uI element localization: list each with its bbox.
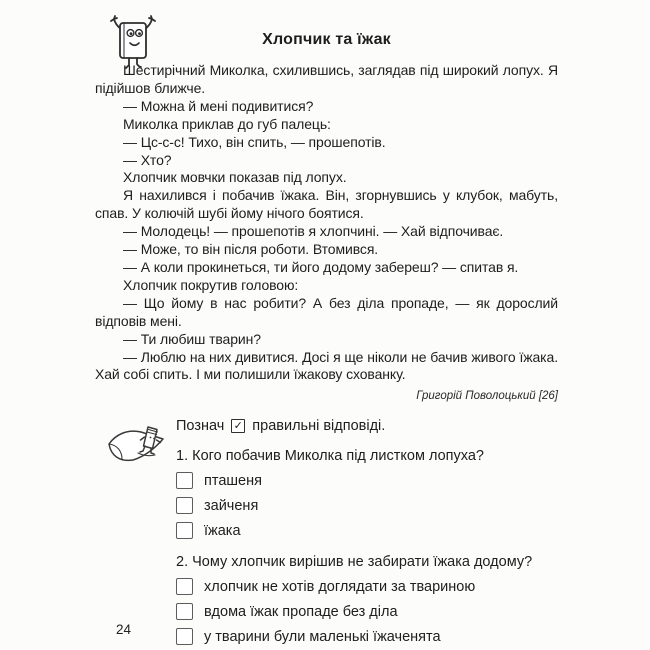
answer-option (176, 522, 572, 539)
story-paragraph: — Хто? (123, 151, 172, 168)
task-section (0, 418, 650, 645)
checkbox[interactable] (176, 472, 193, 489)
pencil-mascot-icon (106, 420, 174, 470)
story-paragraph: Шестирічний Миколка, схилившись, заглядав під широкий лопух. Я підійшов ближче. (95, 62, 558, 96)
option-label: зайченя (204, 497, 259, 514)
story-paragraph: — Ти любиш тварин? (123, 330, 261, 347)
story-paragraph: Я нахилився і побачив їжака. Він, згорнувшись у клубок, мабуть, спав. У колючій шубі йому нічого боятися. (95, 187, 558, 222)
answer-option (176, 578, 572, 595)
checkbox[interactable] (176, 578, 193, 595)
story-paragraph: Хлопчик покрутив головою: (123, 276, 299, 293)
checkbox[interactable] (176, 497, 193, 514)
story-paragraph: — Молодець! — прошепотів я хлопчині. — Хай відпочиває. (123, 223, 504, 240)
question-1-label: 1. Кого побачив Миколка під листком лопуха? (176, 448, 484, 465)
checked-checkbox-icon (231, 419, 245, 433)
story-paragraph: — Цс-с-с! Тихо, він спить, — прошепотів. (123, 133, 386, 150)
story-paragraph: Хлопчик мовчки показав під лопух. (123, 169, 347, 186)
story-text (95, 62, 558, 384)
option-label: пташеня (204, 472, 262, 489)
question-2-label: 2. Чому хлопчик вирішив не забирати їжака додому? (176, 554, 533, 571)
task-instruction-suffix: правильні відповіді. (252, 418, 386, 435)
story-paragraph: — А коли прокинеться, ти його додому забереш? — спитав я. (123, 258, 519, 275)
page-number: 24 (116, 622, 132, 637)
option-label: вдома їжак пропаде без діла (204, 603, 398, 620)
story-paragraph: — Люблю на них дивитися. Досі я ще ніколи не бачив живого їжака. Хай собі спить. І ми полишили їжакову схованку. (95, 348, 558, 383)
answer-option (176, 472, 572, 489)
author-attribution: Григорій Поволоцький [26] (416, 390, 558, 403)
story-paragraph: — Може, то він після роботи. Втомився. (123, 241, 379, 258)
task-instruction-prefix: Познач (176, 418, 225, 435)
story-paragraph: — Що йому в нас робити? А без діла пропаде, — як дорослий відповів мені. (95, 294, 558, 329)
story-paragraph: — Можна й мені подивитися? (123, 97, 314, 114)
book-mascot-icon (106, 14, 160, 72)
answer-option (176, 603, 572, 620)
page-title: Хлопчик та їжак (262, 31, 391, 48)
checkbox[interactable] (176, 628, 193, 645)
task-instruction (176, 418, 572, 434)
checkbox[interactable] (176, 603, 193, 620)
story-paragraph: Миколка приклав до губ палець: (123, 115, 331, 132)
option-label: їжака (204, 522, 241, 539)
answer-option (176, 497, 572, 514)
task-content (176, 418, 572, 645)
checkbox[interactable] (176, 522, 193, 539)
option-label: хлопчик не хотів доглядати за твариною (204, 578, 476, 595)
option-label: у тварини були маленькі їжаченята (204, 628, 441, 645)
check-icon: ✓ (233, 419, 243, 432)
question-1 (176, 448, 572, 539)
answer-option (176, 628, 572, 645)
question-2 (176, 554, 572, 645)
